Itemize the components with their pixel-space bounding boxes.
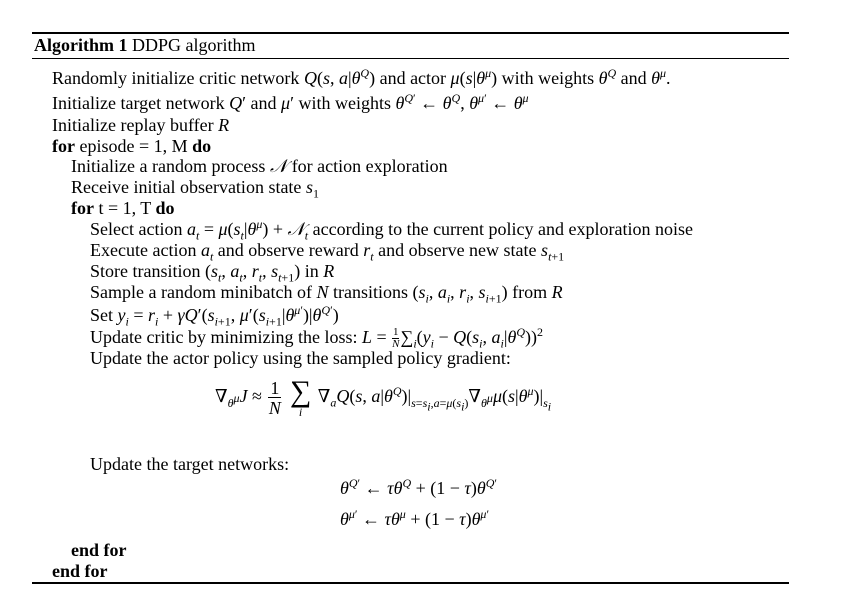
- algo-line-8: Select action $a_t = \mu(s_t|\theta^\mu)$ + 𝒩$_t$ according to the current policy and exploration noise: [90, 217, 693, 243]
- top-rule: [32, 32, 789, 34]
- bottom-rule: [32, 582, 789, 584]
- target-actor-update-equation: $\theta^{\mu'}$ ← $\tau\theta^\mu + (1 - \tau)\theta^{\mu'}$: [340, 507, 490, 529]
- algo-line-4: for episode = 1, M do: [52, 136, 212, 156]
- algorithm-label: Algorithm 1: [34, 35, 128, 55]
- algo-line-11: Sample a random minibatch of N transitions ($s_i$, $a_i$, $r_i$, $s_{i+1}$) from R: [90, 282, 563, 306]
- algo-line-9: Execute action $a_t$ and observe reward $r_t$ and observe new state $s_{t+1}$: [90, 240, 565, 264]
- target-critic-update-equation: $\theta^{Q'}$ ← $\tau\theta^Q + (1 - \tau)\theta^{Q'}$: [340, 476, 497, 498]
- algo-line-2: Initialize target network Q′ and μ′ with weights $\theta^{Q'}$ ← $\theta^Q$, $\theta^{\mu'}$ ← $\theta^\mu$: [52, 91, 529, 113]
- algo-line-16: end for: [71, 540, 127, 560]
- algo-line-5: Initialize a random process 𝒩 for action exploration: [71, 156, 448, 176]
- algo-line-7: for t = 1, T do: [71, 198, 175, 218]
- algo-line-17: end for: [52, 561, 108, 581]
- algo-line-10: Store transition ($s_t$, $a_t$, $r_t$, $s_{t+1}$) in R: [90, 261, 335, 285]
- algo-line-1: Randomly initialize critic network Q(s, $a|\theta^Q$) and actor $\mu(s|\theta^\mu)$ with weights $\theta^Q$ and $\theta^\mu$.: [52, 66, 671, 88]
- algo-line-14: Update the actor policy using the sampled policy gradient:: [90, 348, 511, 368]
- algo-line-3: Initialize replay buffer R: [52, 115, 230, 135]
- algorithm-caption: [34, 35, 256, 56]
- policy-gradient-equation: $\nabla_{\theta^\mu}J$ ≈ $\frac{1}{N}$ ∑ i $\nabla_aQ(s$, $a|\theta^Q)|_{s=s_i,a=\mu(s_i)}\nabla_{\theta^\mu}\mu(s|\theta^\mu)|_{s_i}$: [215, 375, 552, 419]
- algo-line-13: Update critic by minimizing the loss: L = $\frac{1}{N}$ $\sum_i(y_i - Q(s_i$, $a_i|\theta^Q))^2$: [90, 325, 543, 351]
- algo-line-15: Update the target networks:: [90, 454, 290, 474]
- algo-line-12: Set $y_i = r_i + \gamma Q'(s_{i+1}$, $\mu'(s_{i+1}|\theta^{\mu'})|\theta^{Q'}$): [90, 303, 339, 329]
- algo-line-6: Receive initial observation state $s_1$: [71, 177, 319, 201]
- caption-rule: [32, 58, 789, 59]
- algorithm-title: DDPG algorithm: [132, 35, 256, 55]
